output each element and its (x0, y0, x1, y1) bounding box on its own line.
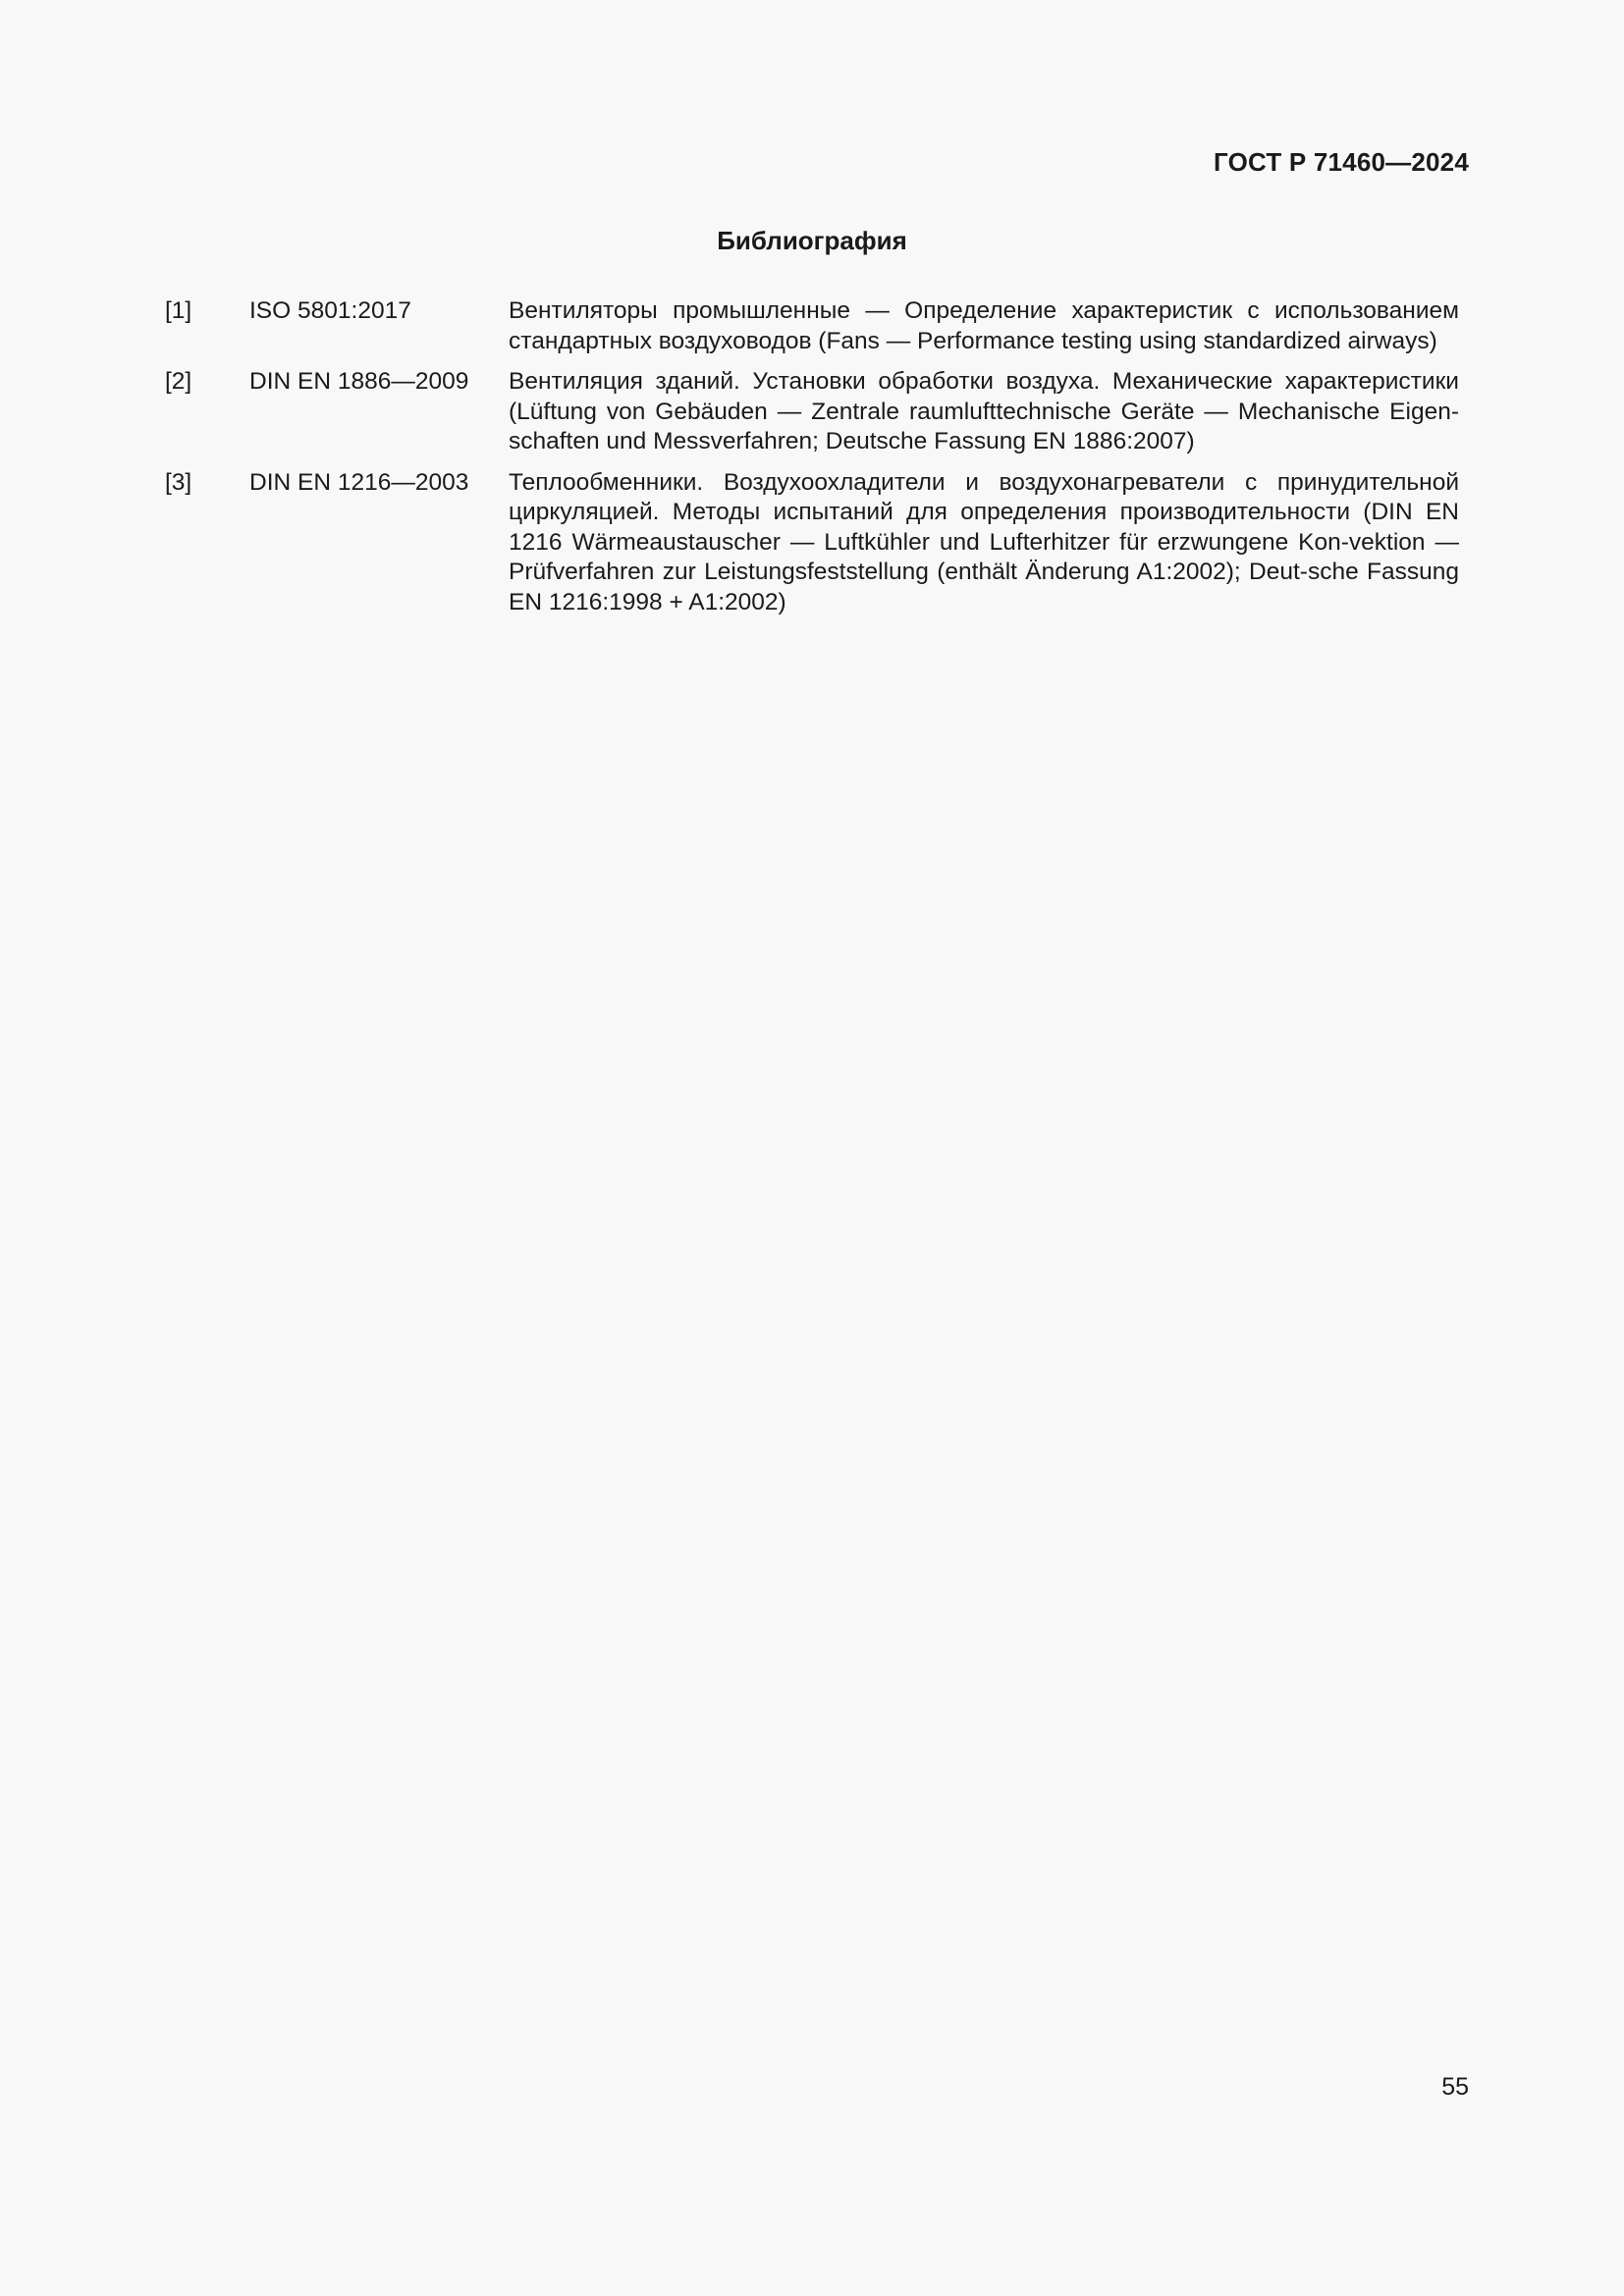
entry-description-line: Вентиляторы промышленные — Определение характеристик с использованием (509, 297, 1459, 324)
document-code: ГОСТ Р 71460—2024 (1214, 147, 1469, 177)
bibliography-entry (165, 367, 1459, 457)
entry-description-line: vektion — Prüfverfahren zur Leistungsfeststellung (enthält Änderung A1:2002); Deut- (509, 528, 1460, 585)
bibliography-list (165, 296, 1459, 617)
section-title: Библиография (717, 226, 907, 255)
entry-description-line: стандартных воздуховодов (Fans — Performance testing using standardized airways) (509, 327, 1437, 354)
entry-description-line: sche Fassung EN 1216:1998 + A1:2002) (509, 559, 1459, 615)
entry-number: [2] (165, 368, 192, 395)
page-number: 55 (1441, 2073, 1469, 2101)
entry-description-line: Вентиляция зданий. Установки обработки воздуха. Механические характеристики (509, 368, 1459, 395)
entry-description-line: циркуляцией. Методы испытаний для определения производительности (509, 499, 1350, 525)
entry-description-line: (Lüftung von Gebäuden — Zentrale raumlufttechnische Geräte — Mechanische Eigen- (509, 398, 1459, 425)
entry-description (509, 296, 1459, 356)
entry-number: [1] (165, 297, 192, 324)
entry-number: [3] (165, 468, 192, 496)
entry-description (509, 468, 1459, 618)
entry-standard-code: ISO 5801:2017 (249, 297, 411, 324)
bibliography-entry (165, 468, 1459, 618)
entry-description-line: Теплообменники. Воздухоохладители и воздухонагреватели с принудительной (509, 468, 1459, 496)
entry-standard-code: DIN EN 1886—2009 (249, 368, 469, 395)
bibliography-entry (165, 296, 1459, 356)
entry-standard-code: DIN EN 1216—2003 (249, 468, 469, 496)
entry-description (509, 367, 1459, 457)
entry-description-line: schaften und Messverfahren; Deutsche Fassung EN 1886:2007) (509, 428, 1195, 454)
entry-description-line: (DIN EN 1216 Wärmeaustauscher — Luftkühler und Lufterhitzer für erzwungene Kon- (509, 499, 1459, 556)
